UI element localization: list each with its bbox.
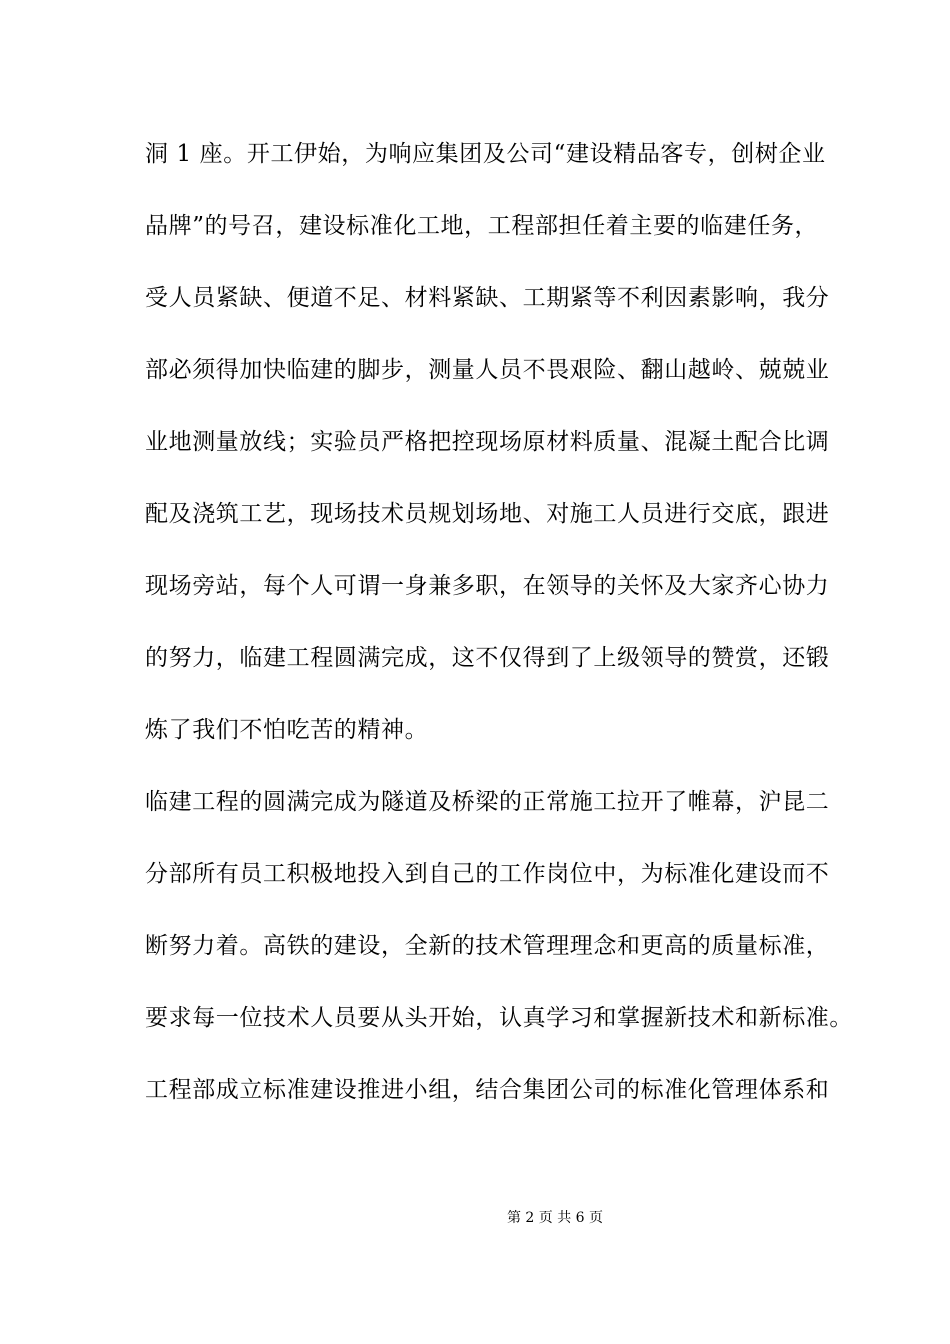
body-text-line: 配及浇筑工艺，现场技术员规划场地、对施工人员进行交底，跟进: [145, 501, 830, 527]
body-text-line: 的努力，临建工程圆满完成，这不仅得到了上级领导的赞赏，还锻: [145, 645, 830, 671]
body-text-line: 部必须得加快临建的脚步，测量人员不畏艰险、翻山越岭、兢兢业: [145, 357, 830, 383]
body-text-line: 业地测量放线；实验员严格把控现场原材料质量、混凝土配合比调: [145, 429, 830, 455]
body-text-line: 现场旁站，每个人可谓一身兼多职，在领导的关怀及大家齐心协力: [145, 573, 830, 599]
body-text-line: 断努力着。高铁的建设，全新的技术管理理念和更高的质量标准，: [145, 933, 830, 959]
page-number-footer: 第 2 页 共 6 页: [506, 1210, 604, 1226]
body-text-line: 炼了我们不怕吃苦的精神。: [145, 717, 429, 743]
body-text-line: 受人员紧缺、便道不足、材料紧缺、工期紧等不利因素影响，我分: [145, 285, 830, 311]
body-text-line: 工程部成立标准建设推进小组，结合集团公司的标准化管理体系和: [145, 1077, 830, 1103]
body-text-line: 要求每一位技术人员要从头开始，认真学习和掌握新技术和新标准。: [145, 1005, 853, 1031]
body-text-line: 洞 1 座。开工伊始，为响应集团及公司“建设精品客专，创树企业: [145, 141, 826, 167]
body-text-line: 临建工程的圆满完成为隧道及桥梁的正常施工拉开了帷幕，沪昆二: [145, 789, 830, 815]
body-text-line: 分部所有员工积极地投入到自己的工作岗位中，为标准化建设而不: [145, 861, 830, 887]
body-text-line: 品牌”的号召，建设标准化工地，工程部担任着主要的临建任务，: [145, 213, 819, 239]
